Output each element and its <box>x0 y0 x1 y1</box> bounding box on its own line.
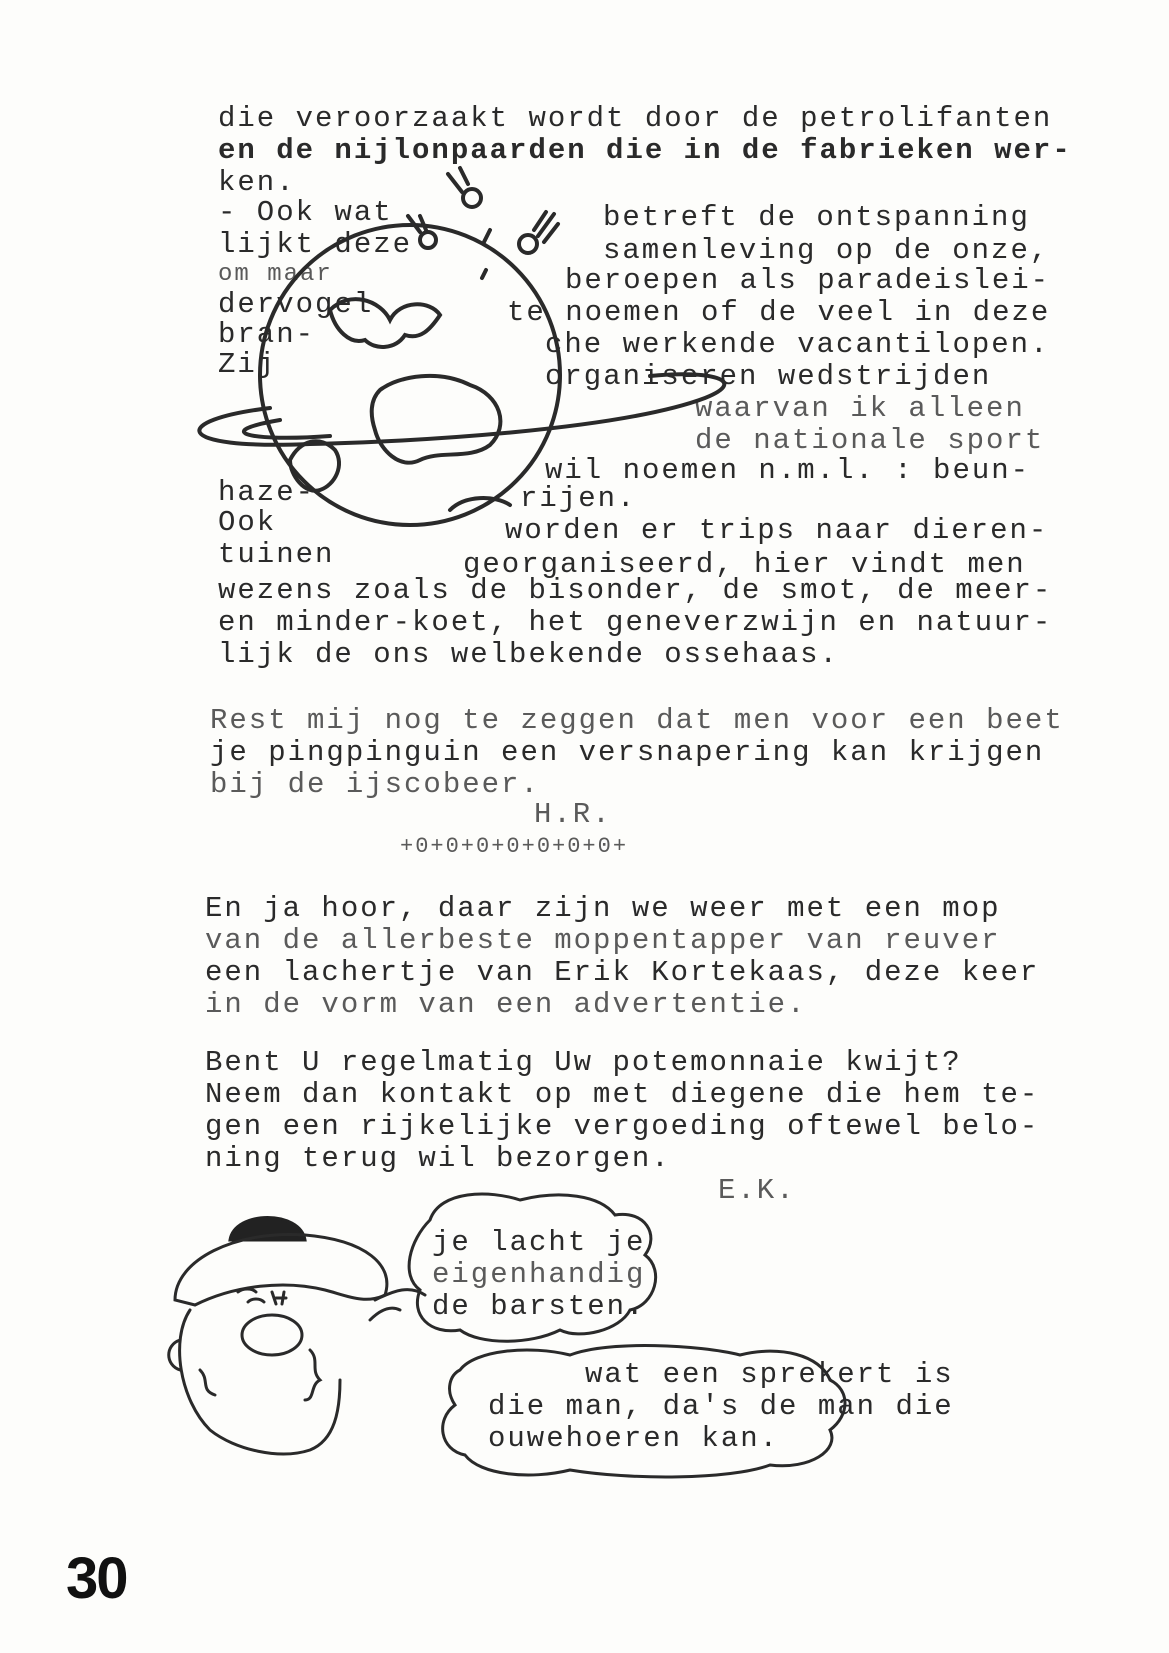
text-line <box>210 738 1044 768</box>
text-line <box>695 394 1025 424</box>
text-line-part: een lachertje van Erik Kortekaas, deze keer <box>205 956 1040 989</box>
text-line <box>218 640 839 670</box>
text-line-part: betreft de ontspanning <box>603 201 1030 234</box>
bubble1-line <box>432 1228 645 1258</box>
text-line-part: Ook <box>218 506 277 539</box>
text-line-part: georganiseerd, hier vindt men <box>463 548 1026 581</box>
text-line <box>218 136 1072 166</box>
text-line <box>210 770 540 800</box>
text-line <box>205 1048 962 1078</box>
text-line-part: in de vorm van een advertentie. <box>205 988 807 1021</box>
bubble2-line <box>488 1392 954 1422</box>
signature-text: H.R. <box>534 798 612 831</box>
text-line <box>218 608 1052 638</box>
text-line-part: En ja hoor, daar zijn we weer met een mop <box>205 892 1001 925</box>
text-line <box>695 426 1044 456</box>
text-line-part: worden er trips naar dieren- <box>505 514 1049 547</box>
text-line-part: organiseren wedstrijden <box>545 360 992 393</box>
text-line-part: samenleving op de onze, <box>603 234 1050 267</box>
text-line-part: - Ook wat <box>218 196 393 229</box>
text-line-part: te noemen of de veel in deze <box>507 296 1051 329</box>
signature <box>534 800 612 830</box>
text-line <box>210 706 1064 736</box>
text-line <box>218 576 1052 606</box>
text-line-part: lijkt deze <box>218 228 413 261</box>
text-line <box>205 958 1039 988</box>
text-line-part: rijen. <box>520 482 637 515</box>
signature-text: E.K. <box>718 1174 796 1207</box>
bubble2-line-text: die man, da's de man die <box>488 1390 954 1423</box>
text-line-part: Neem dan kontakt op met diegene die hem te- <box>205 1078 1040 1111</box>
text-line-part: wezens zoals de bisonder, de smot, de meer- <box>218 574 1053 607</box>
bubble1-line-text: je lacht je <box>432 1226 646 1259</box>
text-line-part: Bent U regelmatig Uw potemonnaie kwijt? <box>205 1046 962 1079</box>
text-line-part: de nationale sport <box>695 424 1045 457</box>
bubble1-line-text: de barsten. <box>432 1290 646 1323</box>
text-line-part: je pingpinguin een versnapering kan krijgen <box>210 736 1045 769</box>
text-line-part: tuinen <box>218 538 335 571</box>
text-line-part: bran- <box>218 318 316 351</box>
text-line-part: ning terug wil bezorgen. <box>205 1142 671 1175</box>
text-line <box>205 1112 1039 1142</box>
text-line-part: Rest mij nog te zeggen dat men voor een beet <box>210 704 1064 737</box>
text-line <box>205 1144 671 1174</box>
planet-illustration <box>150 180 710 580</box>
bubble2-line <box>585 1360 954 1390</box>
text-line-part: die veroorzaakt wordt door de petrolifanten <box>218 102 1053 135</box>
bubble1-line <box>432 1292 645 1322</box>
text-line-part: waarvan ik alleen <box>695 392 1025 425</box>
text-line-part: wil noemen n.m.l. : beun- <box>545 454 1031 487</box>
page-number: 30 <box>66 1546 127 1611</box>
text-line <box>205 1080 1039 1110</box>
text-line-part: haze- <box>218 476 316 509</box>
text-line <box>205 894 1001 924</box>
divider <box>400 832 628 862</box>
bubble2-line <box>488 1424 779 1454</box>
text-line-part: gen een rijkelijke vergoeding oftewel belo- <box>205 1110 1040 1143</box>
text-line <box>205 990 807 1020</box>
bubble1-line <box>432 1260 645 1290</box>
text-line-part: lijk de ons welbekende ossehaas. <box>218 638 839 671</box>
text-line-part: en de nijlonpaarden die in de fabrieken wer- <box>218 134 1072 167</box>
text-line <box>218 104 1052 134</box>
text-line-part: che werkende vacantilopen. <box>545 328 1050 361</box>
divider-text: +0+0+0+0+0+0+0+ <box>400 834 629 859</box>
text-line-part: van de allerbeste moppentapper van reuver <box>205 924 1001 957</box>
text-line-part: Zij <box>218 348 277 381</box>
text-line-part: dervogel <box>218 288 374 321</box>
text-line <box>205 926 1001 956</box>
bubble2-line-text: ouwehoeren kan. <box>488 1422 780 1455</box>
bubble2-line-text: wat een sprekert is <box>585 1358 954 1391</box>
bubble1-line-text: eigenhandig <box>432 1258 646 1291</box>
text-line-part: bij de ijscobeer. <box>210 768 540 801</box>
text-line-part: om maar <box>218 261 333 288</box>
text-line-part: en minder-koet, het geneverzwijn en natuur- <box>218 606 1053 639</box>
text-line-part: ken. <box>218 166 296 199</box>
text-line-part: beroepen als paradeislei- <box>565 264 1051 297</box>
